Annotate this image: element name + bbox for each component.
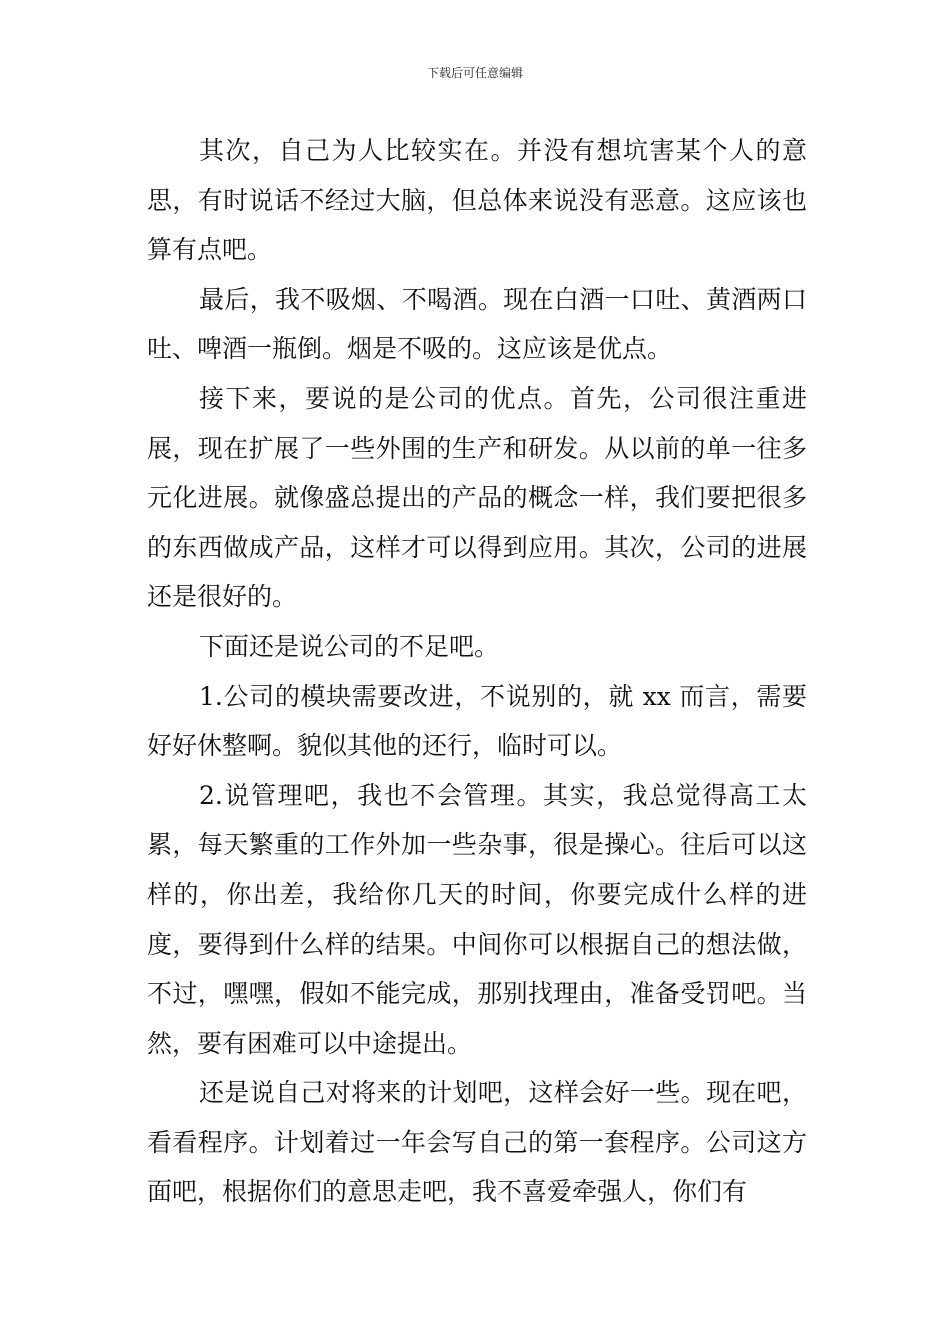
paragraph-strengths-no-smoking-drinking: 最后，我不吸烟、不喝酒。现在白酒一口吐、黄酒两口吐、啤酒一瓶倒。烟是不吸的。这应该是优点。 [147, 284, 807, 364]
paragraph-weakness-item-2: 2.说管理吧，我也不会管理。其实，我总觉得高工太累，每天繁重的工作外加一些杂事，很是操心。往后可以这样的，你出差，我给你几天的时间，你要完成什么样的进度，要得到什么样的结果。中间你可以根据自己的想法做，不过，嘿嘿，假如不能完成，那别找理由，准备受罚吧。当然，要有困难可以中途提出。 [147, 780, 807, 1058]
paragraph-weakness-item-1: 1.公司的模块需要改进，不说别的，就 xx 而言，需要好好休整啊。貌似其他的还行，临时可以。 [147, 681, 807, 761]
paragraph-company-strengths: 接下来，要说的是公司的优点。首先，公司很注重进展，现在扩展了一些外围的生产和研发。从以前的单一往多元化进展。就像盛总提出的产品的概念一样，我们要把很多的东西做成产品，这样才可以得到应用。其次，公司的进展还是很好的。 [147, 383, 807, 612]
document-body [147, 126, 807, 1217]
paragraph-future-plan: 还是说自己对将来的计划吧，这样会好一些。现在吧，看看程序。计划着过一年会写自己的第一套程序。公司这方面吧，根据你们的意思走吧，我不喜爱牵强人，你们有 [147, 1078, 807, 1207]
paragraph-strengths-honesty: 其次，自己为人比较实在。并没有想坑害某个人的意思，有时说话不经过大脑，但总体来说没有恶意。这应该也算有点吧。 [147, 136, 807, 265]
page-header: 下载后可任意编辑 [426, 66, 523, 80]
paragraph-company-weaknesses-intro: 下面还是说公司的不足吧。 [199, 631, 500, 661]
